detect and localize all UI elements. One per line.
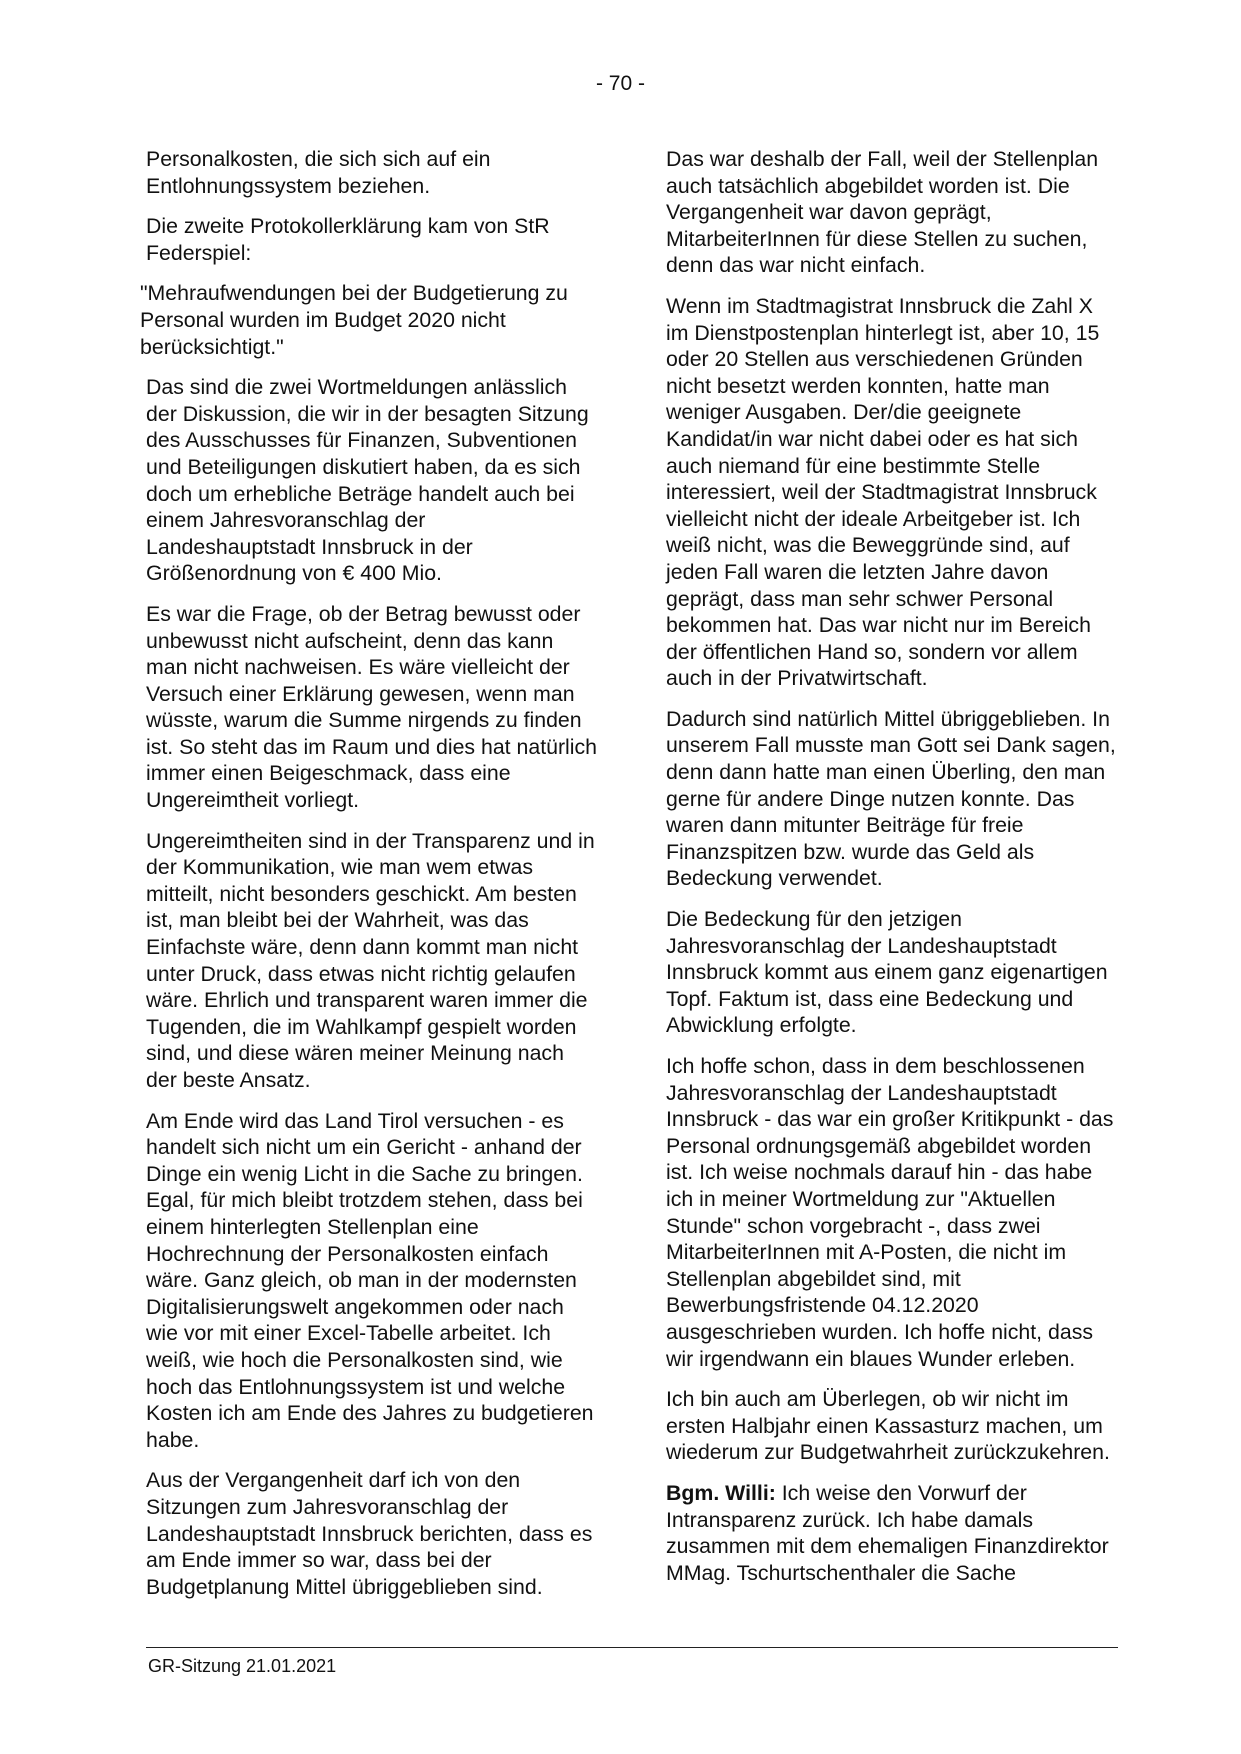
speaker-paragraph (666, 1480, 1118, 1586)
right-column (666, 146, 1118, 1600)
paragraph: Ich hoffe schon, dass in dem beschlossenen Jahresvoranschlag der Landeshauptstadt Innsbruck - das war ein großer Kritikpunkt - das Personal ordnungsgemäß abgebildet worden ist. Ich weise nochmals darauf hin - das habe ich in meiner Wortmeldung zur "Aktuellen Stunde" schon vorgebracht -, dass zwei MitarbeiterInnen mit A-Posten, die nicht im Stellenplan abgebildet sind, mit Bewerbungsfristende 04.12.2020 ausgeschrieben wurden. Ich hoffe nicht, dass wir irgendwann ein blaues Wunder erleben. (666, 1054, 1114, 1371)
left-column (140, 146, 599, 1614)
quote-paragraph: "Mehraufwendungen bei der Budgetierung zu Personal wurden im Budget 2020 nicht berücksichtigt." (140, 281, 568, 359)
paragraph: Ungereimtheiten sind in der Transparenz und in der Kommunikation, wie man wem etwas mitteilt, nicht besonders geschickt. Am besten ist, man bleibt bei der Wahrheit, was das Einfachste wäre, denn dann kommt man nicht unter Druck, dass etwas nicht richtig gelaufen wäre. Ehrlich und transparent waren immer die Tugenden, die im Wahlkampf gespielt worden sind, und diese wären meiner Meinung nach der beste Ansatz. (146, 828, 595, 1092)
paragraph: Personalkosten, die sich sich auf ein Entlohnungssystem beziehen. (146, 147, 491, 198)
paragraph: Wenn im Stadtmagistrat Innsbruck die Zahl X im Dienstpostenplan hinterlegt ist, aber 10, 15 oder 20 Stellen aus verschiedenen Gründen nicht besetzt werden konnten, hatte man weniger Ausgaben. Der/die geeignete Kandidat/in war nicht dabei oder es hat sich auch niemand für eine bestimmte Stelle interessiert, weil der Stadtmagistrat Innsbruck vielleicht nicht der ideale Arbeitgeber ist. Ich weiß nicht, was die Beweggründe sind, auf jeden Fall waren die letzten Jahre davon geprägt, dass man sehr schwer Personal bekommen hat. Das war nicht nur im Bereich der öffentlichen Hand so, sondern vor allem auch in der Privatwirtschaft. (666, 293, 1100, 691)
paragraph: Dadurch sind natürlich Mittel übriggeblieben. In unserem Fall musste man Gott sei Dank sagen, denn dann hatte man einen Überling, den man gerne für andere Dinge nutzen konnte. Das waren dann mitunter Beiträge für freie Finanzspitzen bzw. wurde das Geld als Bedeckung verwendet. (666, 706, 1116, 891)
paragraph: Es war die Frage, ob der Betrag bewusst oder unbewusst nicht aufscheint, denn das kann man nicht nachweisen. Es wäre vielleicht der Versuch einer Erklärung gewesen, wenn man wüsste, warum die Summe nirgends zu finden ist. So steht das im Raum und dies hat natürlich immer einen Beigeschmack, dass eine Ungereimtheit vorliegt. (146, 601, 598, 813)
speaker-text: Ich weise den Vorwurf der Intransparenz zurück. Ich habe damals zusammen mit dem ehemaligen Finanzdirektor MMag. Tschurtschenthaler die Sache (666, 1480, 1109, 1585)
page-number: - 70 - (595, 72, 645, 95)
paragraph: Die Bedeckung für den jetzigen Jahresvoranschlag der Landeshauptstadt Innsbruck kommt aus einem ganz eigenartigen Topf. Faktum ist, dass eine Bedeckung und Abwicklung erfolgte. (666, 907, 1108, 1038)
footer-divider (146, 1647, 1118, 1648)
paragraph: Das war deshalb der Fall, weil der Stellenplan auch tatsächlich abgebildet worden ist. Die Vergangenheit war davon geprägt, MitarbeiterInnen für diese Stellen zu suchen, denn das war nicht einfach. (666, 147, 1099, 278)
footer-text: GR-Sitzung 21.01.2021 (148, 1656, 337, 1676)
paragraph: Die zweite Protokollerklärung kam von StR Federspiel: (146, 214, 550, 265)
speaker-name: Bgm. Willi: (666, 1480, 776, 1505)
paragraph: Das sind die zwei Wortmeldungen anlässlich der Diskussion, die wir in der besagten Sitzung des Ausschusses für Finanzen, Subventionen und Beteiligungen diskutiert haben, da es sich doch um erhebliche Beträge handelt auch bei einem Jahresvoranschlag der Landeshauptstadt Innsbruck in der Größenordnung von € 400 Mio. (146, 375, 589, 586)
paragraph: Ich bin auch am Überlegen, ob wir nicht im ersten Halbjahr einen Kassasturz machen, um wiederum zur Budgetwahrheit zurückzukehren. (666, 1387, 1110, 1465)
paragraph: Am Ende wird das Land Tirol versuchen - es handelt sich nicht um ein Gericht - anhand der Dinge ein wenig Licht in die Sache zu bringen. Egal, für mich bleibt trotzdem stehen, dass bei einem hinterlegten Stellenplan eine Hochrechnung der Personalkosten einfach wäre. Ganz gleich, ob man in der modernsten Digitalisierungswelt angekommen oder nach wie vor mit einer Excel-Tabelle arbeitet. Ich weiß, wie hoch die Personalkosten sind, wie hoch das Entlohnungssystem ist und welche Kosten ich am Ende des Jahres zu budgetieren habe. (146, 1108, 594, 1452)
paragraph: Aus der Vergangenheit darf ich von den Sitzungen zum Jahresvoranschlag der Landeshauptstadt Innsbruck berichten, dass es am Ende immer so war, dass bei der Budgetplanung Mittel übriggeblieben sind. (146, 1468, 593, 1599)
